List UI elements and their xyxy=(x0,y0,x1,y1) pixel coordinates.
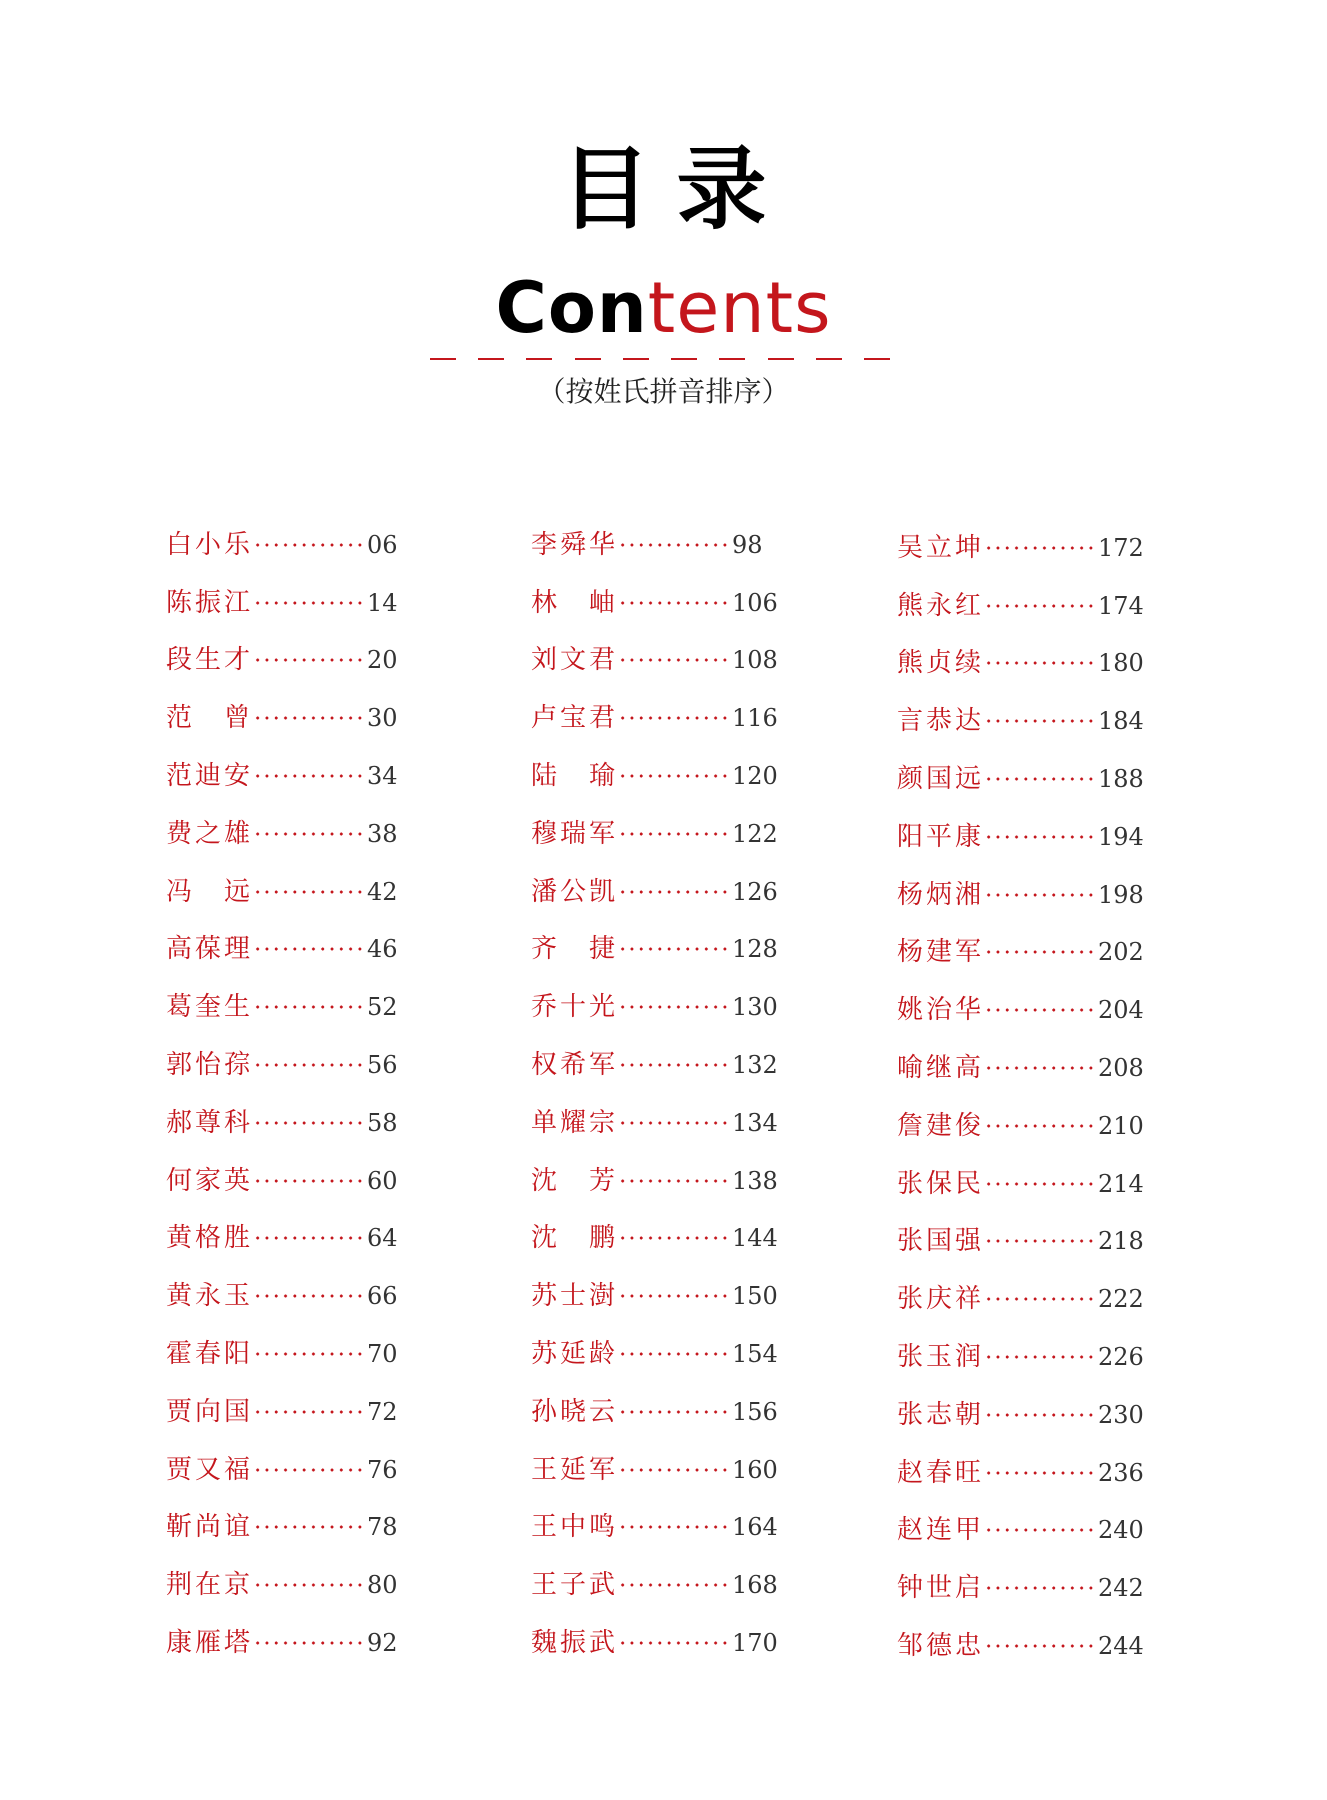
dot-leader xyxy=(984,1239,1096,1243)
dot-leader xyxy=(984,604,1096,608)
dot-leader xyxy=(253,1641,365,1645)
toc-entry-page-number: 226 xyxy=(1098,1343,1144,1372)
dot-leader xyxy=(984,893,1096,897)
toc-entry[interactable] xyxy=(166,1325,398,1383)
toc-entry[interactable] xyxy=(897,1039,1144,1097)
dot-leader xyxy=(253,543,365,547)
dot-leader xyxy=(984,719,1096,723)
toc-entry-page-number: 236 xyxy=(1098,1458,1144,1487)
dot-leader xyxy=(618,1121,730,1125)
toc-entry[interactable] xyxy=(531,863,778,921)
toc-entry-page-number: 214 xyxy=(1098,1169,1144,1198)
toc-entry-name: 张志朝 xyxy=(897,1399,981,1430)
toc-entry-name: 李舜华 xyxy=(531,529,615,560)
toc-entry-page-number: 120 xyxy=(732,762,778,791)
dot-leader xyxy=(253,1236,365,1240)
dot-leader xyxy=(984,1586,1096,1590)
toc-entry-page-number: 106 xyxy=(732,588,778,617)
dot-leader xyxy=(984,1644,1096,1648)
toc-entry-name: 白小乐 xyxy=(166,529,250,560)
toc-entry[interactable] xyxy=(166,632,398,690)
toc-entry[interactable] xyxy=(166,805,398,863)
toc-entry[interactable] xyxy=(166,574,398,632)
toc-entry[interactable] xyxy=(531,632,778,690)
toc-entry-name: 康雁塔 xyxy=(166,1628,250,1659)
toc-entry-name: 阳平康 xyxy=(897,821,981,852)
toc-entry-name: 齐 捷 xyxy=(531,934,615,965)
toc-entry-page-number: 116 xyxy=(732,704,778,733)
toc-entry-name: 范迪安 xyxy=(166,761,250,792)
toc-column-3 xyxy=(897,519,1144,1675)
toc-entry-page-number: 218 xyxy=(1098,1227,1144,1256)
toc-entry-name: 卢宝君 xyxy=(531,703,615,734)
toc-entry[interactable] xyxy=(897,924,1144,982)
dot-leader xyxy=(618,947,730,951)
toc-entry-page-number: 164 xyxy=(732,1513,778,1542)
toc-entry-name: 潘公凯 xyxy=(531,876,615,907)
toc-entry-page-number: 38 xyxy=(367,819,398,848)
dot-leader xyxy=(618,543,730,547)
toc-entry[interactable] xyxy=(166,863,398,921)
toc-entry-name: 孙晓云 xyxy=(531,1396,615,1427)
toc-entry-name: 荆在京 xyxy=(166,1570,250,1601)
divider-dash xyxy=(478,358,504,360)
toc-entry-name: 郝尊科 xyxy=(166,1107,250,1138)
toc-entry-name: 杨建军 xyxy=(897,937,981,968)
divider-dash xyxy=(430,358,456,360)
toc-entry-name: 何家英 xyxy=(166,1165,250,1196)
toc-entry-page-number: 126 xyxy=(732,877,778,906)
dot-leader xyxy=(253,1005,365,1009)
toc-entry-name: 吴立坤 xyxy=(897,532,981,563)
toc-entry-page-number: 138 xyxy=(732,1166,778,1195)
dot-leader xyxy=(984,950,1096,954)
toc-entry-page-number: 70 xyxy=(367,1340,398,1369)
toc-entry-page-number: 194 xyxy=(1098,822,1144,851)
dot-leader xyxy=(618,1179,730,1183)
toc-entry[interactable] xyxy=(531,516,778,574)
toc-entry[interactable] xyxy=(897,1386,1144,1444)
toc-entry-name: 沈 芳 xyxy=(531,1165,615,1196)
toc-entry-page-number: 132 xyxy=(732,1051,778,1080)
toc-entry[interactable] xyxy=(531,805,778,863)
dot-leader xyxy=(618,716,730,720)
toc-entry-page-number: 06 xyxy=(367,530,398,559)
toc-entry-name: 刘文君 xyxy=(531,645,615,676)
toc-entry[interactable] xyxy=(166,921,398,979)
toc-entry-page-number: 60 xyxy=(367,1166,398,1195)
divider-dash xyxy=(768,358,794,360)
dot-leader xyxy=(253,1121,365,1125)
dot-leader xyxy=(253,832,365,836)
dot-leader xyxy=(618,601,730,605)
toc-entry-name: 张玉润 xyxy=(897,1342,981,1373)
toc-entry-page-number: 122 xyxy=(732,819,778,848)
toc-entry[interactable] xyxy=(531,1210,778,1268)
toc-entry-name: 王中鸣 xyxy=(531,1512,615,1543)
dot-leader xyxy=(984,1008,1096,1012)
dot-leader xyxy=(253,1525,365,1529)
toc-entry-name: 权希军 xyxy=(531,1050,615,1081)
title-english-red-part: tents xyxy=(647,267,832,349)
toc-entry[interactable] xyxy=(531,1036,778,1094)
dot-leader xyxy=(618,1005,730,1009)
toc-entry[interactable] xyxy=(166,1614,398,1672)
toc-entry[interactable] xyxy=(531,1325,778,1383)
toc-entry-name: 葛奎生 xyxy=(166,992,250,1023)
toc-entry-page-number: 242 xyxy=(1098,1574,1144,1603)
sort-order-note: （按姓氏拼音排序） xyxy=(537,375,790,408)
toc-entry-name: 单耀宗 xyxy=(531,1107,615,1138)
toc-entry[interactable] xyxy=(897,577,1144,635)
dot-leader xyxy=(618,1063,730,1067)
toc-entry[interactable] xyxy=(897,1097,1144,1155)
toc-entry-name: 张国强 xyxy=(897,1226,981,1257)
toc-entry-name: 郭怡孮 xyxy=(166,1050,250,1081)
toc-entry-name: 霍春阳 xyxy=(166,1339,250,1370)
toc-entry-name: 陆 瑜 xyxy=(531,761,615,792)
toc-entry-page-number: 34 xyxy=(367,762,398,791)
toc-entry-page-number: 58 xyxy=(367,1108,398,1137)
dot-leader xyxy=(253,1063,365,1067)
toc-entry-page-number: 172 xyxy=(1098,533,1144,562)
toc-entry[interactable] xyxy=(531,1614,778,1672)
dot-leader xyxy=(253,1352,365,1356)
divider-dash xyxy=(671,358,697,360)
toc-entry-name: 范 曾 xyxy=(166,703,250,734)
dot-leader xyxy=(618,890,730,894)
toc-entry-page-number: 76 xyxy=(367,1455,398,1484)
toc-entry-page-number: 188 xyxy=(1098,765,1144,794)
toc-entry-page-number: 230 xyxy=(1098,1400,1144,1429)
toc-entry-name: 乔十光 xyxy=(531,992,615,1023)
dot-leader xyxy=(984,1124,1096,1128)
dot-leader xyxy=(984,1182,1096,1186)
toc-entry[interactable] xyxy=(166,1094,398,1152)
toc-entry-name: 喻继高 xyxy=(897,1053,981,1084)
dot-leader xyxy=(253,658,365,662)
toc-entry-name: 杨炳湘 xyxy=(897,879,981,910)
toc-entry-page-number: 14 xyxy=(367,588,398,617)
toc-entry-page-number: 56 xyxy=(367,1051,398,1080)
toc-entry-name: 穆瑞军 xyxy=(531,818,615,849)
toc-entry-name: 詹建俊 xyxy=(897,1110,981,1141)
toc-entry-name: 黄格胜 xyxy=(166,1223,250,1254)
dot-leader xyxy=(984,1471,1096,1475)
toc-entry-page-number: 208 xyxy=(1098,1054,1144,1083)
dot-leader xyxy=(618,1525,730,1529)
toc-entry-name: 林 岫 xyxy=(531,587,615,618)
toc-entry[interactable] xyxy=(531,1499,778,1557)
toc-entry-page-number: 64 xyxy=(367,1224,398,1253)
dot-leader xyxy=(253,601,365,605)
dot-leader xyxy=(618,1410,730,1414)
toc-entry-page-number: 154 xyxy=(732,1340,778,1369)
toc-entry[interactable] xyxy=(166,978,398,1036)
toc-entry[interactable] xyxy=(531,747,778,805)
toc-entry-name: 苏延龄 xyxy=(531,1339,615,1370)
toc-entry-page-number: 168 xyxy=(732,1571,778,1600)
toc-entry-page-number: 144 xyxy=(732,1224,778,1253)
toc-entry-name: 张庆祥 xyxy=(897,1284,981,1315)
toc-entry[interactable] xyxy=(166,1267,398,1325)
toc-entry-page-number: 204 xyxy=(1098,996,1144,1025)
toc-entry-name: 贾向国 xyxy=(166,1396,250,1427)
toc-entry-name: 高葆理 xyxy=(166,934,250,965)
toc-entry-name: 魏振武 xyxy=(531,1628,615,1659)
toc-entry-name: 靳尚谊 xyxy=(166,1512,250,1543)
toc-entry[interactable] xyxy=(531,574,778,632)
toc-entry-name: 赵春旺 xyxy=(897,1457,981,1488)
toc-entry[interactable] xyxy=(897,1213,1144,1271)
dot-leader xyxy=(618,1641,730,1645)
toc-entry-page-number: 150 xyxy=(732,1282,778,1311)
toc-entry-name: 苏士澍 xyxy=(531,1281,615,1312)
dot-leader xyxy=(253,1583,365,1587)
toc-entry[interactable] xyxy=(531,921,778,979)
dot-leader xyxy=(984,1297,1096,1301)
toc-entry-page-number: 240 xyxy=(1098,1516,1144,1545)
dot-leader xyxy=(984,546,1096,550)
dashed-divider xyxy=(430,358,890,362)
toc-entry-page-number: 108 xyxy=(732,646,778,675)
divider-dash xyxy=(526,358,552,360)
dot-leader xyxy=(253,1410,365,1414)
toc-entry-page-number: 156 xyxy=(732,1397,778,1426)
dot-leader xyxy=(618,658,730,662)
toc-entry[interactable] xyxy=(166,1556,398,1614)
toc-entry[interactable] xyxy=(531,1556,778,1614)
page-title-chinese: 目录 xyxy=(560,137,793,242)
toc-entry[interactable] xyxy=(531,978,778,1036)
divider-dash xyxy=(719,358,745,360)
toc-entry-page-number: 66 xyxy=(367,1282,398,1311)
divider-dash xyxy=(864,358,890,360)
toc-entry-page-number: 130 xyxy=(732,993,778,1022)
toc-entry[interactable] xyxy=(897,808,1144,866)
toc-entry-name: 熊贞续 xyxy=(897,648,981,679)
dot-leader xyxy=(984,835,1096,839)
toc-entry-page-number: 222 xyxy=(1098,1285,1144,1314)
toc-entry[interactable] xyxy=(166,1210,398,1268)
toc-entry[interactable] xyxy=(166,1441,398,1499)
dot-leader xyxy=(984,661,1096,665)
page-title-english xyxy=(0,268,1327,348)
dot-leader xyxy=(984,1355,1096,1359)
toc-entry[interactable] xyxy=(897,1155,1144,1213)
toc-entry-name: 赵连甲 xyxy=(897,1515,981,1546)
toc-entry-name: 冯 远 xyxy=(166,876,250,907)
toc-entry-page-number: 30 xyxy=(367,704,398,733)
toc-entry[interactable] xyxy=(166,1383,398,1441)
toc-entry-name: 颜国远 xyxy=(897,764,981,795)
toc-entry-page-number: 128 xyxy=(732,935,778,964)
toc-entry[interactable] xyxy=(897,981,1144,1039)
toc-entry-page-number: 72 xyxy=(367,1397,398,1426)
dot-leader xyxy=(618,1236,730,1240)
dot-leader xyxy=(984,777,1096,781)
toc-entry-name: 贾又福 xyxy=(166,1454,250,1485)
dot-leader xyxy=(253,774,365,778)
toc-entry-page-number: 180 xyxy=(1098,649,1144,678)
title-english-black-part: Con xyxy=(495,267,648,349)
toc-entry-page-number: 202 xyxy=(1098,938,1144,967)
toc-entry-name: 钟世启 xyxy=(897,1573,981,1604)
toc-entry[interactable] xyxy=(166,747,398,805)
dot-leader xyxy=(618,774,730,778)
toc-entry[interactable] xyxy=(897,1559,1144,1617)
toc-entry-name: 黄永玉 xyxy=(166,1281,250,1312)
toc-entry-name: 段生才 xyxy=(166,645,250,676)
toc-entry[interactable] xyxy=(166,1499,398,1557)
dot-leader xyxy=(253,1179,365,1183)
toc-entry-page-number: 78 xyxy=(367,1513,398,1542)
dot-leader xyxy=(618,1583,730,1587)
toc-entry-name: 言恭达 xyxy=(897,706,981,737)
dot-leader xyxy=(618,1468,730,1472)
toc-entry[interactable] xyxy=(897,519,1144,577)
toc-entry-page-number: 170 xyxy=(732,1629,778,1658)
toc-entry-page-number: 46 xyxy=(367,935,398,964)
dot-leader xyxy=(253,1468,365,1472)
dot-leader xyxy=(253,716,365,720)
toc-entry-name: 王子武 xyxy=(531,1570,615,1601)
toc-entry[interactable] xyxy=(166,1152,398,1210)
dot-leader xyxy=(253,1294,365,1298)
toc-entry[interactable] xyxy=(897,692,1144,750)
toc-entry[interactable] xyxy=(531,1094,778,1152)
toc-entry-page-number: 174 xyxy=(1098,591,1144,620)
toc-entry-name: 邹德忠 xyxy=(897,1631,981,1662)
toc-entry-page-number: 134 xyxy=(732,1108,778,1137)
toc-entry[interactable] xyxy=(897,635,1144,693)
toc-entry[interactable] xyxy=(897,1444,1144,1502)
divider-dash xyxy=(816,358,842,360)
toc-entry-name: 王延军 xyxy=(531,1454,615,1485)
toc-entry-name: 陈振江 xyxy=(166,587,250,618)
dot-leader xyxy=(984,1413,1096,1417)
toc-entry[interactable] xyxy=(897,1328,1144,1386)
divider-dash xyxy=(575,358,601,360)
toc-entry[interactable] xyxy=(531,1383,778,1441)
toc-entry[interactable] xyxy=(897,1617,1144,1675)
toc-entry-page-number: 198 xyxy=(1098,880,1144,909)
toc-entry-name: 沈 鹏 xyxy=(531,1223,615,1254)
divider-dash xyxy=(623,358,649,360)
toc-entry-page-number: 52 xyxy=(367,993,398,1022)
toc-entry[interactable] xyxy=(897,750,1144,808)
toc-entry[interactable] xyxy=(531,689,778,747)
toc-entry-name: 姚治华 xyxy=(897,995,981,1026)
dot-leader xyxy=(984,1066,1096,1070)
toc-column-1 xyxy=(166,516,398,1672)
toc-entry[interactable] xyxy=(531,1152,778,1210)
toc-entry-page-number: 42 xyxy=(367,877,398,906)
toc-entry-name: 张保民 xyxy=(897,1168,981,1199)
toc-entry[interactable] xyxy=(166,516,398,574)
toc-entry-page-number: 92 xyxy=(367,1629,398,1658)
toc-entry[interactable] xyxy=(531,1441,778,1499)
toc-entry-page-number: 210 xyxy=(1098,1111,1144,1140)
toc-entry-page-number: 160 xyxy=(732,1455,778,1484)
toc-entry[interactable] xyxy=(897,866,1144,924)
dot-leader xyxy=(984,1528,1096,1532)
toc-entry[interactable] xyxy=(897,1502,1144,1560)
toc-entry[interactable] xyxy=(897,1270,1144,1328)
toc-entry-page-number: 184 xyxy=(1098,707,1144,736)
toc-entry-page-number: 80 xyxy=(367,1571,398,1600)
toc-entry-name: 熊永红 xyxy=(897,590,981,621)
toc-entry[interactable] xyxy=(531,1267,778,1325)
dot-leader xyxy=(253,947,365,951)
dot-leader xyxy=(253,890,365,894)
toc-entry-page-number: 98 xyxy=(732,530,763,559)
toc-entry-page-number: 244 xyxy=(1098,1632,1144,1661)
dot-leader xyxy=(618,832,730,836)
dot-leader xyxy=(618,1294,730,1298)
toc-entry[interactable] xyxy=(166,1036,398,1094)
dot-leader xyxy=(618,1352,730,1356)
toc-entry[interactable] xyxy=(166,689,398,747)
toc-entry-page-number: 20 xyxy=(367,646,398,675)
toc-column-2 xyxy=(531,516,778,1672)
toc-entry-name: 费之雄 xyxy=(166,818,250,849)
